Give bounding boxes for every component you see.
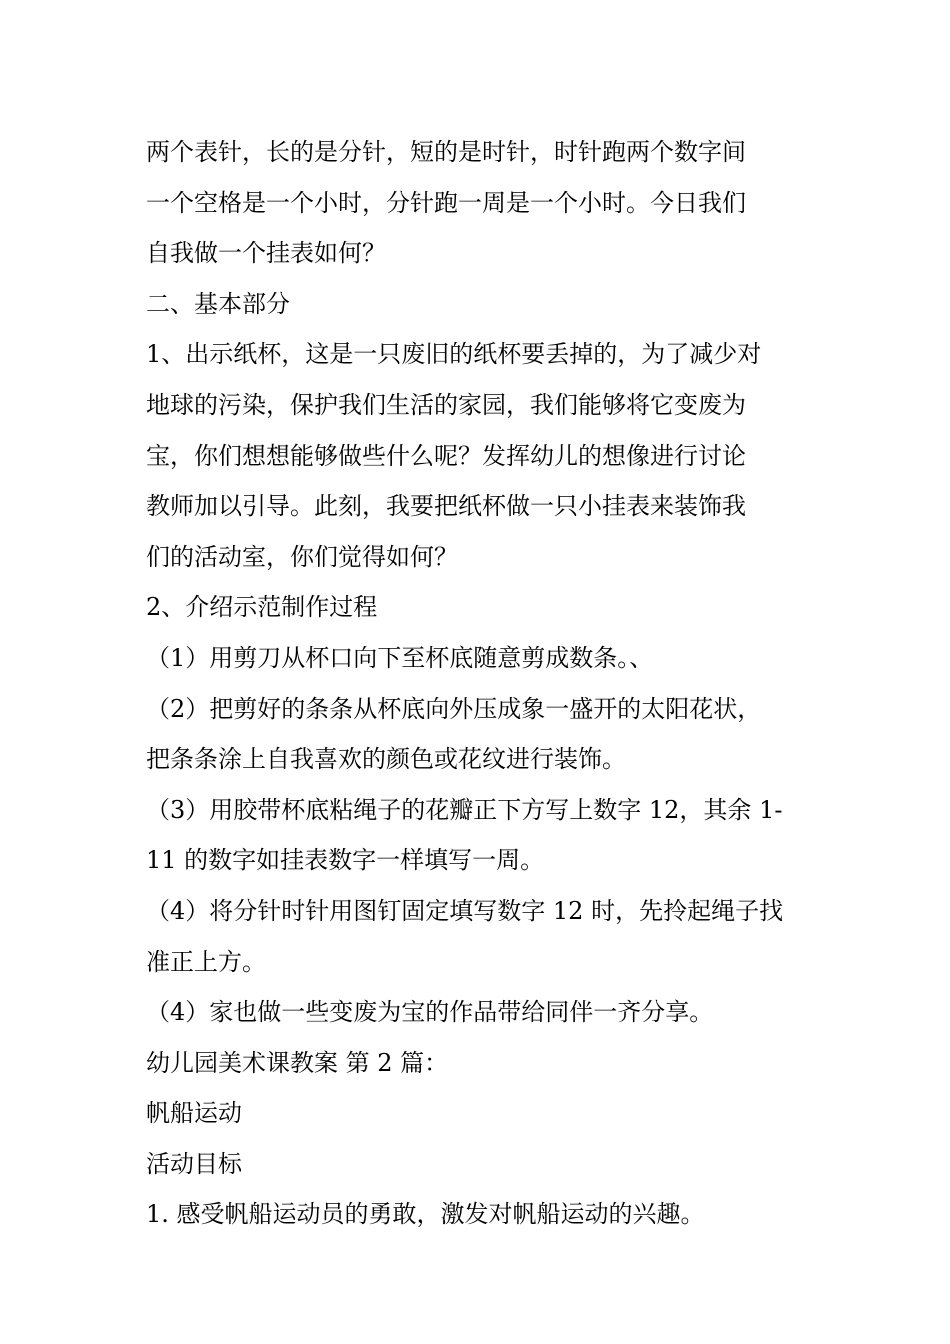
activity-name: 帆船运动 <box>146 1099 242 1128</box>
text-line: 教师加以引导。此刻，我要把纸杯做一只小挂表来装饰我 <box>146 492 746 521</box>
text-line: 11 的数字如挂表数字一样填写一周。 <box>146 846 545 875</box>
text-line: 1、出示纸杯，这是一只废旧的纸杯要丢掉的，为了减少对 <box>146 340 762 369</box>
text-line: 们的活动室，你们觉得如何？ <box>146 542 458 571</box>
text-line: 地球的污染，保护我们生活的家园，我们能够将它变废为 <box>146 390 746 419</box>
section-heading: 二、基本部分 <box>146 289 290 318</box>
subsection-heading: 2、介绍示范制作过程 <box>146 593 378 622</box>
text-line: 两个表针，长的是分针，短的是时针，时针跑两个数字间 <box>146 138 746 166</box>
step-item: （4）家也做一些变废为宝的作品带给同伴一齐分享。 <box>146 998 714 1027</box>
text-line: 自我做一个挂表如何？ <box>146 239 386 268</box>
step-item: （1）用剪刀从杯口向下至杯底随意剪成数条。、 <box>146 643 654 672</box>
lesson-title: 幼儿园美术课教案 第 2 篇： <box>146 1048 449 1077</box>
step-item: （4）将分针时针用图钉固定填写数字 12 时，先拎起绳子找 <box>146 896 784 925</box>
text-line: 一个空格是一个小时，分针跑一周是一个小时。今日我们 <box>146 188 746 217</box>
section-heading: 活动目标 <box>146 1149 242 1178</box>
step-item: （2）把剪好的条条从杯底向外压成象一盛开的太阳花状， <box>146 694 762 723</box>
document-body <box>146 127 816 1240</box>
step-item: （3）用胶带杯底粘绳子的花瓣正下方写上数字 12，其余 1- <box>146 795 783 824</box>
text-line: 准正上方。 <box>146 947 266 976</box>
text-line: 把条条涂上自我喜欢的颜色或花纹进行装饰。 <box>146 745 626 774</box>
text-line: 宝，你们想想能够做些什么呢？发挥幼儿的想像进行讨论 <box>146 441 746 470</box>
goal-item: 1. 感受帆船运动员的勇敢，激发对帆船运动的兴趣。 <box>146 1200 705 1229</box>
